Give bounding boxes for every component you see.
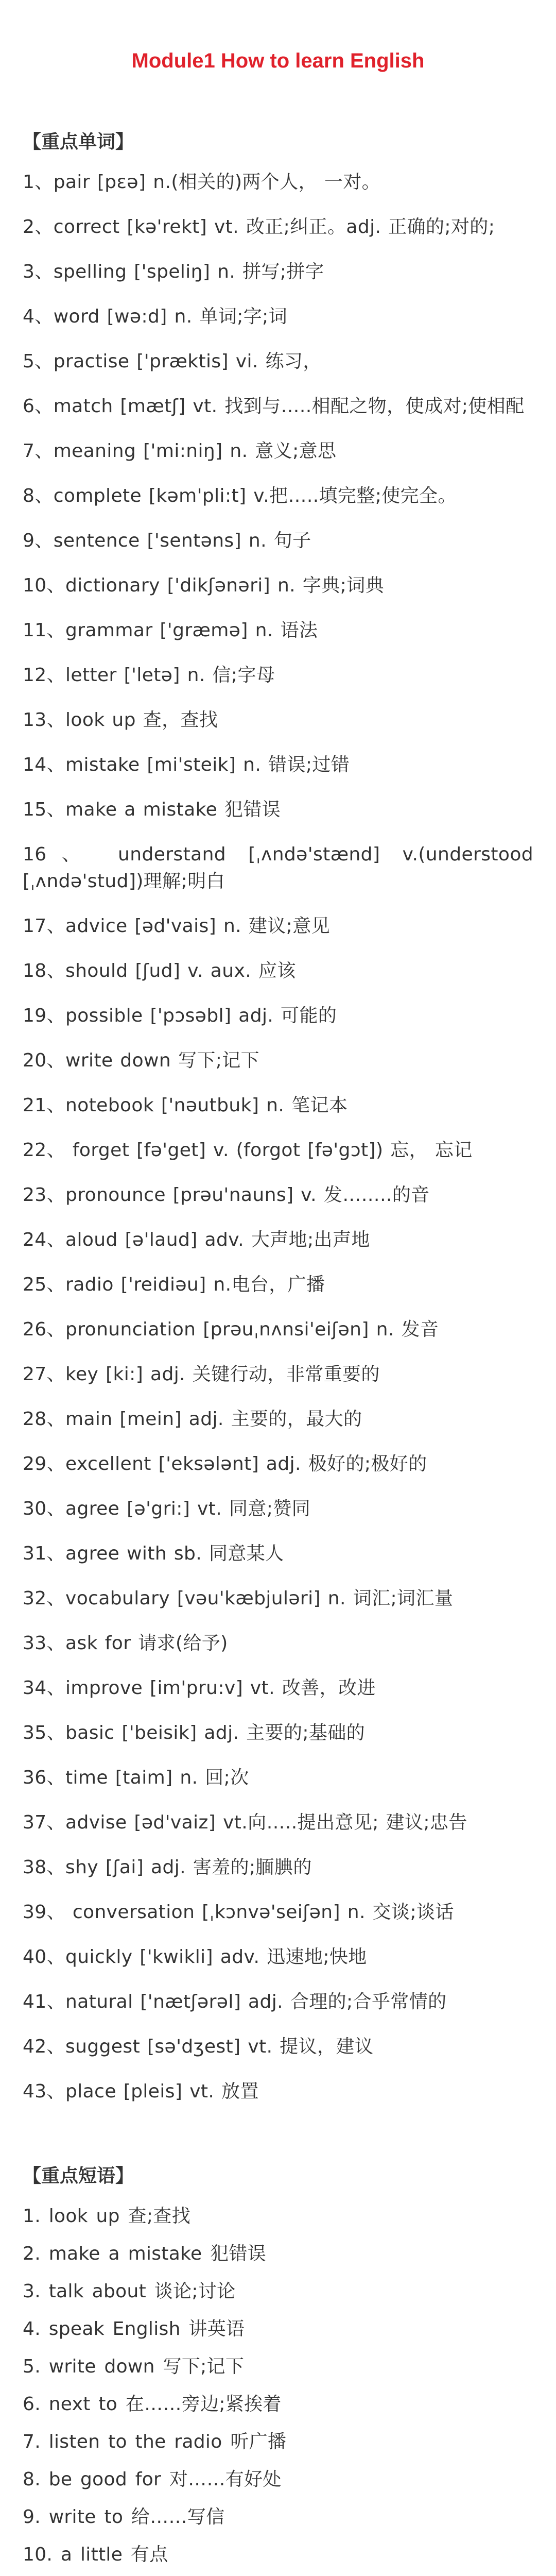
- vocabulary-item: 1、pair [pɛə] n.(相关的)两个人， 一对。: [23, 172, 381, 193]
- vocabulary-item: 39、 conversation [ˌkɔnvə'seiʃən] n. 交谈;谈话: [23, 1902, 454, 1923]
- vocabulary-item: 25、radio ['reidiəu] n.电台，广播: [23, 1274, 325, 1295]
- phrase-item: 7. listen to the radio 听广播: [23, 2431, 287, 2452]
- vocabulary-item: 19、possible ['pɔsəbl] adj. 可能的: [23, 1005, 337, 1026]
- vocabulary-item: 11、grammar ['græmə] n. 语法: [23, 620, 318, 641]
- vocabulary-item: 29、excellent ['eksələnt] adj. 极好的;极好的: [23, 1453, 427, 1475]
- vocabulary-item: 22、 forget [fə'get] v. (forgot [fə'gɔt]) 忘， 忘记: [23, 1140, 473, 1161]
- key-words-list: [23, 169, 533, 2105]
- vocabulary-item: 8、complete [kəm'pli:t] v.把…..填完整;使完全。: [23, 485, 457, 506]
- vocabulary-item: 20、write down 写下;记下: [23, 1050, 260, 1071]
- vocabulary-item: 17、advice [əd'vais] n. 建议;意见: [23, 916, 330, 937]
- vocabulary-item: 4、word [wə:d] n. 单词;字;词: [23, 306, 288, 327]
- vocabulary-item: 43、place [pleis] vt. 放置: [23, 2081, 259, 2102]
- phrase-item: 9. write to 给……写信: [23, 2506, 225, 2528]
- vocabulary-item: 28、main [mein] adj. 主要的，最大的: [23, 1409, 362, 1430]
- vocabulary-item: 9、sentence ['sentəns] n. 句子: [23, 530, 311, 551]
- phrase-item: 1. look up 查;查找: [23, 2206, 190, 2227]
- vocabulary-item: 7、meaning ['mi:niŋ] n. 意义;意思: [23, 440, 337, 462]
- vocabulary-item: 40、quickly ['kwikli] adv. 迅速地;快地: [23, 1946, 367, 1968]
- key-words-heading: 【重点单词】: [23, 131, 134, 152]
- vocabulary-item: 10、dictionary ['dikʃənəri] n. 字典;词典: [23, 575, 384, 596]
- vocabulary-item: 37、advise [əd'vaiz] vt.向…..提出意见; 建议;忠告: [23, 1812, 467, 1833]
- vocabulary-item: 16、 understand [ˌʌndə'stænd] v.(understood [ˌʌndə'stud])理解;明白: [23, 844, 533, 892]
- vocabulary-item: 5、practise ['præktis] vi. 练习，: [23, 351, 322, 372]
- vocabulary-item: 34、improve [im'pru:v] vt. 改善，改进: [23, 1677, 376, 1699]
- phrase-item: 6. next to 在……旁边;紧挨着: [23, 2394, 282, 2415]
- vocabulary-item: 42、suggest [sə'dʒest] vt. 提议，建议: [23, 2036, 374, 2057]
- vocabulary-item: 23、pronounce [prəu'nauns] v. 发……..的音: [23, 1184, 430, 1206]
- vocabulary-item: 14、mistake [mi'steik] n. 错误;过错: [23, 754, 350, 775]
- vocabulary-item: 32、vocabulary [vəu'kæbjuləri] n. 词汇;词汇量: [23, 1588, 454, 1609]
- vocabulary-item: 24、aloud [ə'laud] adv. 大声地;出声地: [23, 1229, 370, 1250]
- vocabulary-item: 2、correct [kə'rekt] vt. 改正;纠正。adj. 正确的;对的;: [23, 216, 495, 238]
- vocabulary-item: 41、natural ['nætʃərəl] adj. 合理的;合乎常情的: [23, 1991, 447, 2012]
- phrase-item: 2. make a mistake 犯错误: [23, 2243, 267, 2264]
- vocabulary-item: 6、match [mætʃ] vt. 找到与…..相配之物，使成对;使相配: [23, 396, 525, 417]
- vocabulary-item: 15、make a mistake 犯错误: [23, 799, 281, 820]
- vocabulary-item: 38、shy [ʃai] adj. 害羞的;腼腆的: [23, 1857, 312, 1878]
- vocabulary-item: 3、spelling ['speliŋ] n. 拼写;拼字: [23, 261, 324, 282]
- phrase-item: 10. a little 有点: [23, 2544, 168, 2565]
- vocabulary-item: 33、ask for 请求(给予): [23, 1633, 228, 1654]
- key-phrases-heading: 【重点短语】: [23, 2165, 134, 2187]
- vocabulary-item: 35、basic ['beisik] adj. 主要的;基础的: [23, 1722, 366, 1743]
- vocabulary-item: 30、agree [ə'gri:] vt. 同意;赞同: [23, 1498, 311, 1519]
- vocabulary-item: 36、time [taim] n. 回;次: [23, 1767, 249, 1788]
- key-phrases-list: [23, 2204, 533, 2567]
- phrase-item: 8. be good for 对……有好处: [23, 2469, 282, 2490]
- vocabulary-item: 12、letter ['letə] n. 信;字母: [23, 665, 275, 686]
- vocabulary-item: 18、should [ʃud] v. aux. 应该: [23, 960, 296, 981]
- vocabulary-item: 13、look up 查，查找: [23, 709, 218, 731]
- phrase-item: 5. write down 写下;记下: [23, 2356, 245, 2377]
- phrase-item: 3. talk about 谈论;讨论: [23, 2281, 236, 2302]
- vocabulary-item: 31、agree with sb. 同意某人: [23, 1543, 284, 1564]
- phrase-item: 4. speak English 讲英语: [23, 2318, 245, 2340]
- vocabulary-item: 21、notebook ['nəutbuk] n. 笔记本: [23, 1095, 348, 1116]
- vocabulary-item: 27、key [ki:] adj. 关键行动，非常重要的: [23, 1364, 380, 1385]
- vocabulary-item: 26、pronunciation [prəuˌnʌnsi'eiʃən] n. 发音: [23, 1319, 439, 1340]
- page-title: Module1 How to learn English: [131, 49, 425, 72]
